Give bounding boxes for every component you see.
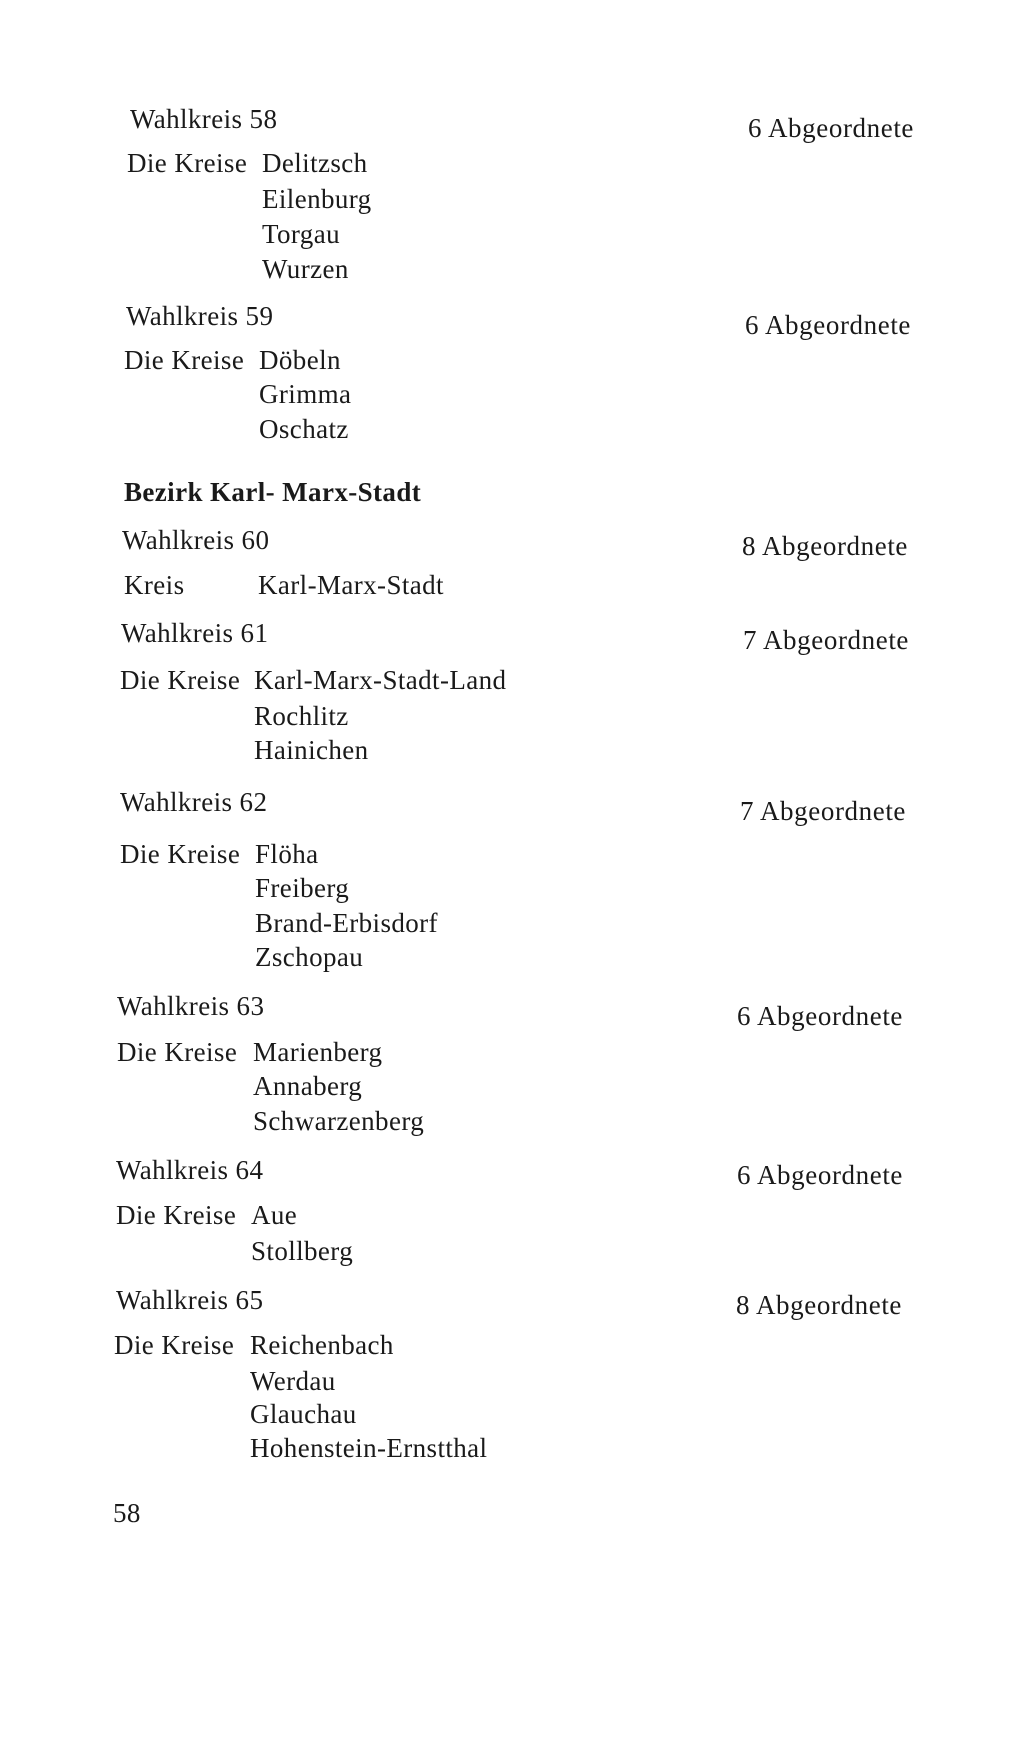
kreis-name: Aue <box>251 1200 298 1230</box>
wahlkreis-title: Wahlkreis 59 <box>126 301 274 331</box>
kreise-prefix: Die Kreise <box>124 345 245 375</box>
kreis-name: Reichenbach <box>250 1330 394 1360</box>
wahlkreis-title: Wahlkreis 63 <box>117 991 265 1021</box>
kreis-name: Karl-Marx-Stadt <box>258 570 444 600</box>
page-number: 58 <box>113 1498 141 1528</box>
seat-count: 6 Abgeordnete <box>748 113 915 143</box>
kreis-name: Grimma <box>259 379 352 409</box>
seat-count: 6 Abgeordnete <box>745 310 912 340</box>
wahlkreis-title: Wahlkreis 64 <box>116 1155 264 1185</box>
wahlkreis-title: Wahlkreis 60 <box>122 525 270 555</box>
kreise-prefix: Die Kreise <box>116 1200 237 1230</box>
kreis-name: Döbeln <box>259 345 341 375</box>
wahlkreis-title: Wahlkreis 62 <box>120 787 268 817</box>
wahlkreis-title: Wahlkreis 58 <box>130 104 278 134</box>
kreise-prefix: Die Kreise <box>120 665 241 695</box>
kreis-name: Flöha <box>255 839 319 869</box>
kreis-name: Rochlitz <box>254 701 349 731</box>
kreis-name: Zschopau <box>255 942 364 972</box>
kreise-prefix: Die Kreise <box>120 839 241 869</box>
seat-count: 6 Abgeordnete <box>737 1001 904 1031</box>
kreis-name: Stollberg <box>251 1236 354 1266</box>
kreis-name: Brand-Erbisdorf <box>255 908 438 938</box>
kreis-name: Torgau <box>262 219 340 249</box>
kreise-prefix: Die Kreise <box>114 1330 235 1360</box>
seat-count: 7 Abgeordnete <box>743 625 910 655</box>
kreis-name: Karl-Marx-Stadt-Land <box>254 665 507 695</box>
seat-count: 8 Abgeordnete <box>742 531 909 561</box>
kreis-name: Glauchau <box>250 1399 357 1429</box>
kreis-name: Hainichen <box>254 735 369 765</box>
kreis-name: Delitzsch <box>262 148 368 178</box>
kreis-name: Eilenburg <box>262 184 372 214</box>
seat-count: 8 Abgeordnete <box>736 1290 903 1320</box>
kreise-prefix: Die Kreise <box>127 148 248 178</box>
kreise-prefix: Kreis <box>124 570 185 600</box>
kreise-prefix: Die Kreise <box>117 1037 238 1067</box>
kreis-name: Freiberg <box>255 873 350 903</box>
bezirk-heading: Bezirk Karl- Marx-Stadt <box>124 477 422 507</box>
kreis-name: Wurzen <box>262 254 349 284</box>
kreis-name: Oschatz <box>259 414 349 444</box>
kreis-name: Annaberg <box>253 1071 363 1101</box>
wahlkreis-title: Wahlkreis 61 <box>121 618 269 648</box>
kreis-name: Hohenstein-Ernstthal <box>250 1433 488 1463</box>
kreis-name: Schwarzenberg <box>253 1106 425 1136</box>
wahlkreis-title: Wahlkreis 65 <box>116 1285 264 1315</box>
kreis-name: Marienberg <box>253 1037 383 1067</box>
seat-count: 6 Abgeordnete <box>737 1160 904 1190</box>
kreis-name: Werdau <box>250 1366 336 1396</box>
seat-count: 7 Abgeordnete <box>740 796 907 826</box>
